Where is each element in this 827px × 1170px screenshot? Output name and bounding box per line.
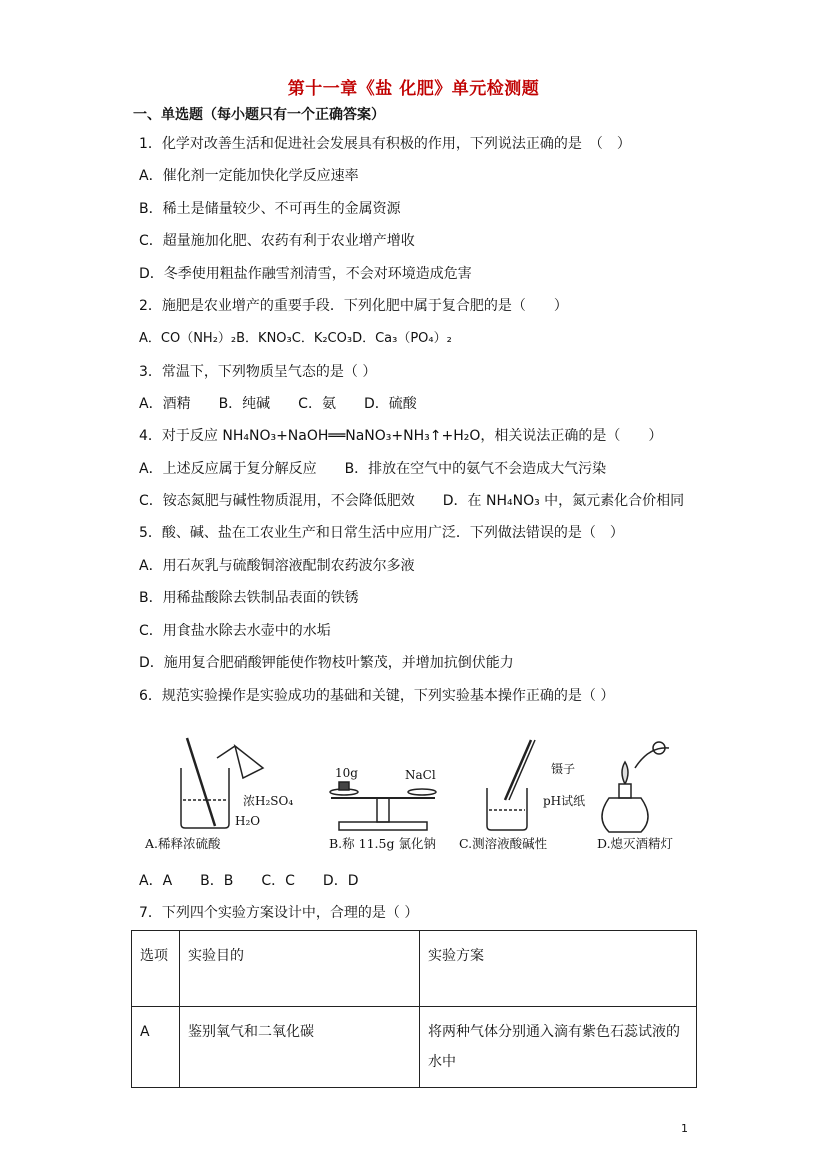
q1-option-b: B．稀土是储量较少、不可再生的金属资源: [139, 201, 401, 217]
label-conc-h2so4: 浓H₂SO₄: [243, 794, 294, 808]
label-tweezers: 镊子: [551, 762, 576, 776]
q7-stem: 7．下列四个实验方案设计中，合理的是（ ）: [139, 905, 419, 921]
q7-table: [131, 930, 697, 1088]
q4-options-cd: C．铵态氮肥与碱性物质混用，不会降低肥效 D．在 NH₄NO₃ 中，氮元素化合价相同: [139, 493, 685, 509]
caption-b: B.称 11.5g 氯化钠: [329, 836, 436, 851]
q5-option-a: A．用石灰乳与硫酸铜溶液配制农药波尔多液: [139, 558, 415, 574]
q3-options: A．酒精 B．纯碱 C．氨 D．硫酸: [139, 396, 417, 412]
label-10g: 10g: [335, 766, 358, 780]
q5-option-b: B．用稀盐酸除去铁制品表面的铁锈: [139, 590, 359, 606]
q5-option-d: D．施用复合肥硝酸钾能使作物枝叶繁茂，并增加抗倒伏能力: [139, 655, 514, 671]
page-number: 1: [681, 1122, 688, 1135]
label-nacl: NaCl: [405, 768, 436, 782]
q1-option-d: D．冬季使用粗盐作融雪剂清雪，不会对环境造成危害: [139, 266, 472, 282]
q2-options: A．CO（NH₂）₂B．KNO₃C．K₂CO₃D．Ca₃（PO₄）₂: [139, 331, 452, 346]
q6-stem: 6．规范实验操作是实验成功的基础和关键，下列实验基本操作正确的是（ ）: [139, 688, 615, 704]
row-goal: 鉴别氧气和二氧化碳: [180, 1007, 420, 1088]
q6-figure: [139, 728, 699, 858]
row-option: A: [132, 1007, 180, 1088]
q5-option-c: C．用食盐水除去水壶中的水垢: [139, 623, 331, 639]
header-goal: 实验目的: [180, 931, 420, 1007]
row-plan: 将两种气体分别通入滴有紫色石蕊试液的水中: [420, 1007, 697, 1088]
q6-options: A．A B．B C．C D．D: [139, 873, 359, 889]
page-title: 第十一章《盐 化肥》单元检测题: [287, 79, 540, 99]
q4-stem: 4．对于反应 NH₄NO₃+NaOH══NaNO₃+NH₃↑+H₂O，相关说法正确的是（ ）: [139, 428, 663, 444]
q1-stem: 1．化学对改善生活和促进社会发展具有积极的作用，下列说法正确的是 （ ）: [139, 136, 631, 152]
q1-option-a: A．催化剂一定能加快化学反应速率: [139, 168, 359, 184]
label-h2o: H₂O: [235, 814, 261, 828]
header-plan: 实验方案: [420, 931, 697, 1007]
caption-c: C.测溶液酸碱性: [459, 836, 548, 851]
q2-stem: 2．施肥是农业增产的重要手段．下列化肥中属于复合肥的是（ ）: [139, 298, 568, 314]
q4-options-ab: A．上述反应属于复分解反应 B．排放在空气中的氨气不会造成大气污染: [139, 461, 607, 477]
header-option: 选项: [132, 931, 180, 1007]
section-heading: 一、单选题（每小题只有一个正确答案）: [133, 107, 385, 123]
label-ph-paper: pH试纸: [543, 794, 586, 808]
q5-stem: 5．酸、碱、盐在工农业生产和日常生活中应用广泛．下列做法错误的是（ ）: [139, 525, 624, 541]
caption-d: D.熄灭酒精灯: [597, 836, 674, 851]
table-header-row: [132, 931, 697, 1007]
q1-option-c: C．超量施加化肥、农药有利于农业增产增收: [139, 233, 415, 249]
caption-a: A.稀释浓硫酸: [145, 836, 221, 851]
q3-stem: 3．常温下，下列物质呈气态的是（ ）: [139, 364, 377, 380]
table-row: [132, 1007, 697, 1088]
